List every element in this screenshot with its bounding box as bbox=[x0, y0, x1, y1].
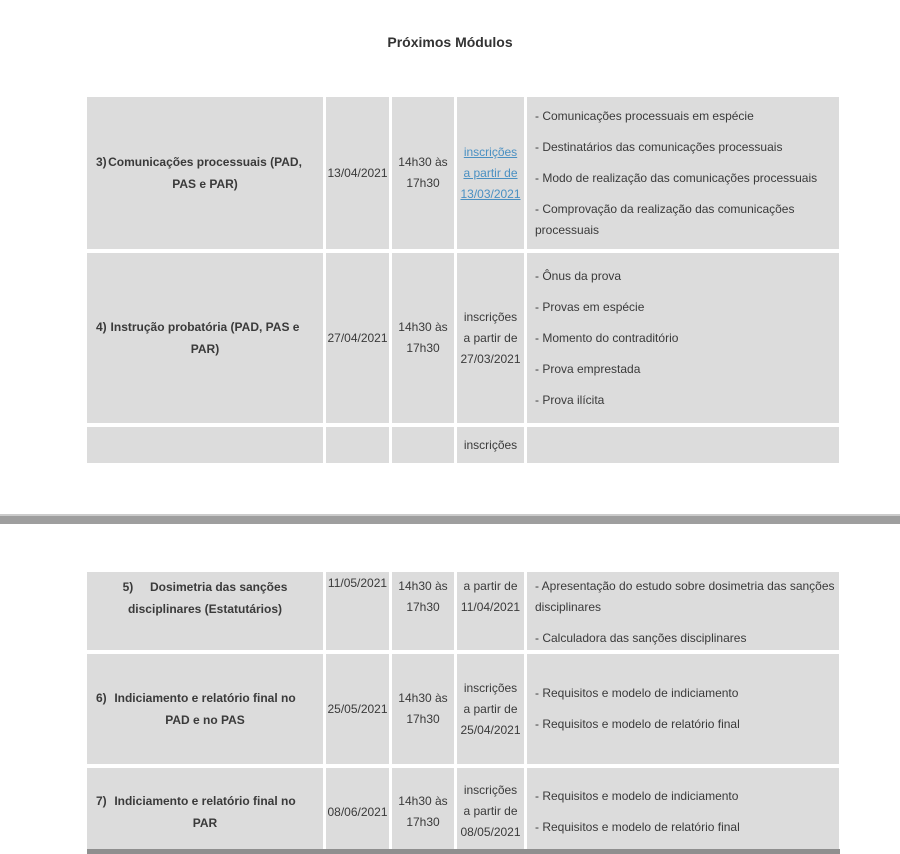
module-date-cell: 08/06/2021 bbox=[326, 768, 389, 854]
topic-item: - Apresentação do estudo sobre dosimetria das sanções disciplinares bbox=[535, 579, 835, 614]
module-inscription-cell bbox=[457, 768, 524, 854]
inscription-line: a partir de bbox=[463, 804, 518, 818]
topic-item: - Requisitos e modelo de relatório final bbox=[535, 717, 740, 731]
topic-item: - Modo de realização das comunicações processuais bbox=[535, 170, 818, 185]
inscription-line: 13/03/2021 bbox=[460, 186, 521, 201]
inscription-line: a partir de bbox=[463, 579, 518, 593]
inscription-line: inscrições bbox=[463, 144, 518, 159]
module-time-cell: 14h30 às 17h30 bbox=[392, 654, 454, 764]
inscription-line: a partir de bbox=[463, 701, 518, 716]
module-title-cell bbox=[87, 654, 323, 764]
inscription-line: 27/03/2021 bbox=[460, 351, 521, 366]
module-date-cell: 25/05/2021 bbox=[326, 654, 389, 764]
modules-table-upper bbox=[84, 93, 842, 467]
topic-item: - Provas em espécie bbox=[535, 299, 645, 314]
topic-item: - Comunicações processuais em espécie bbox=[535, 108, 754, 123]
module-inscription-cell bbox=[457, 572, 524, 650]
inscription-line: inscrições bbox=[463, 309, 518, 324]
module-title-cell bbox=[87, 572, 323, 650]
topic-item: - Prova emprestada bbox=[535, 361, 641, 376]
topic-item: - Ônus da prova bbox=[535, 268, 622, 283]
topic-item: - Requisitos e modelo de indiciamento bbox=[535, 686, 739, 700]
module-title-cell bbox=[87, 253, 323, 423]
module-title-wrap bbox=[88, 687, 322, 731]
topic-item: - Momento do contraditório bbox=[535, 330, 679, 345]
module-inscription-cell bbox=[457, 654, 524, 764]
inscription-line: inscrições bbox=[463, 783, 518, 797]
inscription-text bbox=[458, 307, 523, 370]
module-topics-cell bbox=[527, 654, 839, 764]
topic-item: - Requisitos e modelo de relatório final bbox=[535, 819, 740, 834]
module-number: 3) bbox=[96, 155, 107, 169]
module-title: Indiciamento e relatório final no PAD e no PAS bbox=[114, 691, 296, 727]
inscription-line: a partir de bbox=[463, 165, 518, 180]
modules-table-lower bbox=[84, 568, 842, 854]
module-number: 7) bbox=[96, 793, 107, 808]
topic-item: - Comprovação da realização das comunicações processuais bbox=[535, 201, 795, 237]
module-date-cell: 13/04/2021 bbox=[326, 97, 389, 249]
module-date-cell bbox=[326, 427, 389, 463]
table-row bbox=[87, 572, 839, 650]
topic-item: - Requisitos e modelo de indiciamento bbox=[535, 788, 739, 803]
inscription-text bbox=[458, 678, 523, 741]
module-title: 5) Dosimetria das sanções disciplinares (Estatutários) bbox=[122, 580, 288, 616]
module-time-cell: 14h30 às 17h30 bbox=[392, 253, 454, 423]
inscription-text bbox=[458, 576, 523, 618]
topic-item: - Destinatários das comunicações processuais bbox=[535, 139, 783, 154]
table-row bbox=[87, 768, 839, 854]
module-topics-cell bbox=[527, 97, 839, 249]
module-topics-cell bbox=[527, 572, 839, 650]
topic-item: - Prova ilícita bbox=[535, 392, 605, 407]
table-row bbox=[87, 97, 839, 249]
page-break-divider bbox=[0, 514, 900, 524]
module-title-wrap bbox=[88, 316, 322, 360]
module-title: Indiciamento e relatório final no PAR bbox=[114, 793, 296, 830]
inscription-line: inscrições bbox=[463, 680, 518, 695]
inscription-link[interactable] bbox=[458, 142, 523, 205]
module-date-cell: 11/05/2021 bbox=[326, 572, 389, 650]
module-title-wrap bbox=[88, 576, 322, 620]
inscription-line: 25/04/2021 bbox=[460, 722, 521, 737]
inscription-line: 11/04/2021 bbox=[460, 600, 521, 614]
module-date-cell: 27/04/2021 bbox=[326, 253, 389, 423]
inscription-line: a partir de bbox=[463, 330, 518, 345]
table-row bbox=[87, 427, 839, 463]
table-bottom-edge bbox=[87, 849, 840, 854]
inscription-text bbox=[458, 780, 523, 843]
topic-item: - Calculadora das sanções disciplinares bbox=[535, 631, 747, 645]
module-inscription-cell bbox=[457, 253, 524, 423]
module-inscription-cell bbox=[457, 97, 524, 249]
module-title: Instrução probatória (PAD, PAS e PAR) bbox=[110, 320, 300, 356]
module-time-cell: 14h30 às 17h30 bbox=[392, 572, 454, 650]
module-time-cell: 14h30 às 17h30 bbox=[392, 97, 454, 249]
module-title-wrap bbox=[88, 790, 322, 834]
module-title-cell bbox=[87, 768, 323, 854]
module-title: Comunicações processuais (PAD, PAS e PAR) bbox=[108, 155, 302, 191]
module-topics-cell bbox=[527, 768, 839, 854]
module-title-cell bbox=[87, 97, 323, 249]
module-number: 6) bbox=[96, 691, 107, 705]
inscription-line: inscrições bbox=[463, 437, 518, 452]
module-time-cell bbox=[392, 427, 454, 463]
inscription-text bbox=[458, 435, 523, 456]
inscription-line: 08/05/2021 bbox=[460, 825, 521, 839]
module-topics-cell bbox=[527, 253, 839, 423]
page-title: Próximos Módulos bbox=[387, 34, 513, 50]
module-time-cell: 14h30 às 17h30 bbox=[392, 768, 454, 854]
table-row bbox=[87, 654, 839, 764]
module-title-wrap bbox=[88, 151, 322, 195]
module-title-cell bbox=[87, 427, 323, 463]
module-topics-cell bbox=[527, 427, 839, 463]
module-inscription-cell bbox=[457, 427, 524, 463]
table-row bbox=[87, 253, 839, 423]
module-number: 4) bbox=[96, 320, 107, 334]
